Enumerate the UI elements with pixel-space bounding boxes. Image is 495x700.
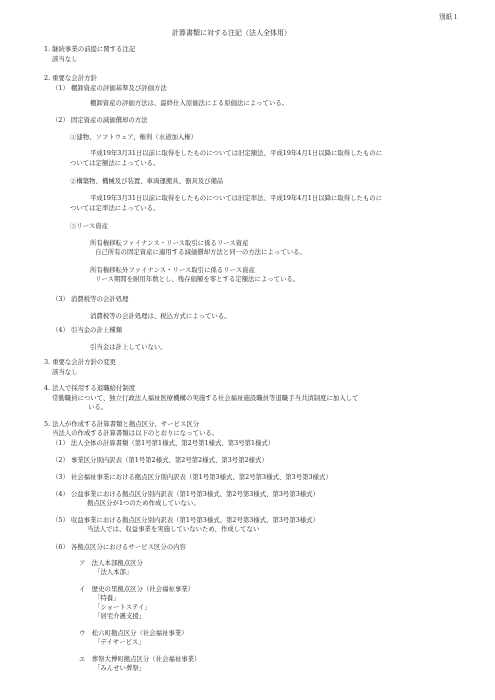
section-5-6-heading: （6） 各拠点区分におけるサービス区分の内容	[52, 543, 186, 551]
section-2-2-item2-body-line1: 平成19年3月31日以前に取得をしたものについては旧定率法、平成19年4月1日以降に取得したものに	[90, 194, 383, 202]
section-3-heading: 3. 重要な会計方針の変更	[44, 358, 117, 366]
service-group-b-item-1: 「特養」	[94, 594, 120, 602]
section-5-intro: 当法人の作成する計算書類は以下のとおりになっている。	[52, 429, 219, 437]
lease-non-transfer-body: リース期間を耐用年数とし、残存価額を零とする定額法によっている。	[95, 275, 300, 283]
service-group-b-item-2: 「ショートステイ」	[94, 603, 151, 611]
section-5-item-5-note: 当法人では、収益事業を実施していないため、作成してない	[87, 525, 260, 533]
section-2-2-item3-heading: ③リース資産	[70, 222, 109, 230]
service-group-a-name: ア 法人本部拠点区分	[79, 559, 143, 567]
section-2-2-item2-body-line2: ついては定率法によっている。	[70, 204, 160, 212]
section-1-heading: 1. 継続事業の前提に関する注記	[44, 45, 136, 53]
section-2-2-item1-heading: ①建物、ソフトウェア、権利（水道加入権）	[70, 133, 198, 141]
service-group-a-item-1: 「法人本部」	[94, 568, 133, 576]
section-4-heading: 4. 法人で採用する退職給付制度	[44, 384, 136, 392]
attachment-label: 別紙１	[439, 13, 459, 21]
section-2-1-heading: （1） 棚卸資産の評価基準及び評価方法	[52, 84, 167, 92]
document-title: 計算書類に対する注記（法人全体用）	[172, 29, 291, 37]
section-1-body: 該当なし	[52, 55, 78, 63]
service-group-d-item-1: 「みんせい葬祭」	[94, 664, 146, 672]
section-4-body-line2: いる。	[88, 403, 108, 411]
section-2-1-body: 棚卸資産の評価方法は、最終仕入原価法による原価法によっている。	[90, 99, 289, 107]
service-group-b-name: イ 歴史の里拠点区分（社会福祉事業）	[79, 585, 195, 593]
section-4-body-line1: 常勤職員について、独立行政法人福祉医療機構の実施する社会福祉施設職員等退職手当共済制度に加入して	[52, 394, 359, 402]
service-group-c-name: ウ 松六町拠点区分（社会福祉事業）	[79, 629, 188, 637]
section-5-item-1: （1） 法人全体の計算書類（第1号第1様式、第2号第1様式、第3号第1様式）	[52, 439, 275, 447]
section-3-body: 該当なし	[52, 368, 78, 376]
lease-non-transfer-heading: 所有権移転外ファイナンス・リース取引に係るリース資産	[90, 266, 255, 274]
section-5-item-4: （4） 公益事業における拠点区分別内訳表（第1号第3様式、第2号第3様式、第3号第3様式）	[52, 490, 319, 498]
section-5-item-3: （3） 社会福祉事業における拠点区分別内訳表（第1号第3様式、第2号第3様式、第3号第3様式）	[52, 473, 332, 481]
section-2-2-heading: （2） 固定資産の減価償却の方法	[52, 116, 148, 124]
section-2-heading: 2. 重要な会計方針	[44, 74, 97, 82]
section-5-item-4-note: 拠点区分が1つのため作成していない。	[87, 499, 200, 507]
section-2-4-heading: （4） 引当金の計上種類	[52, 326, 123, 334]
section-2-3-heading: （3） 消費税等の会計処理	[52, 295, 129, 303]
service-group-b-item-3: 「居宅介護支援」	[94, 612, 146, 620]
section-5-item-2: （2） 事業区分別内訳表（第1号第2様式、第2号第2様式、第3号第2様式）	[52, 456, 268, 464]
service-group-c-item-1: 「デイサービス」	[94, 638, 145, 646]
section-2-2-item1-body-line2: ついては定額法によっている。	[70, 159, 160, 167]
section-2-3-body: 消費税等の会計処理は、税込方式によっている。	[90, 312, 231, 320]
lease-transfer-body: 自己所有の固定資産に適用する減価償却方法と同一の方法によっている。	[95, 248, 306, 256]
section-2-2-item2-heading: ②構築物、機械及び装置、車両運搬具、器具及び備品	[70, 177, 224, 185]
section-5-item-5: （5） 収益事業における拠点区分別内訳表（第1号第3様式、第2号第3様式、第3号第3様式）	[52, 516, 319, 524]
section-2-2-item1-body-line1: 平成19年3月31日以前に取得をしたものについては旧定額法、平成19年4月1日以降に取得したものに	[90, 149, 383, 157]
service-group-d-name: エ 葬祭大博町拠点区分（社会福祉事業）	[79, 655, 201, 663]
lease-transfer-heading: 所有権移転ファイナンス・リース取引に係るリース資産	[90, 239, 249, 247]
section-5-heading: 5. 法人が作成する計算書類と拠点区分、サービス区分	[44, 420, 200, 428]
section-2-4-body: 引当金は計上していない。	[90, 343, 167, 351]
